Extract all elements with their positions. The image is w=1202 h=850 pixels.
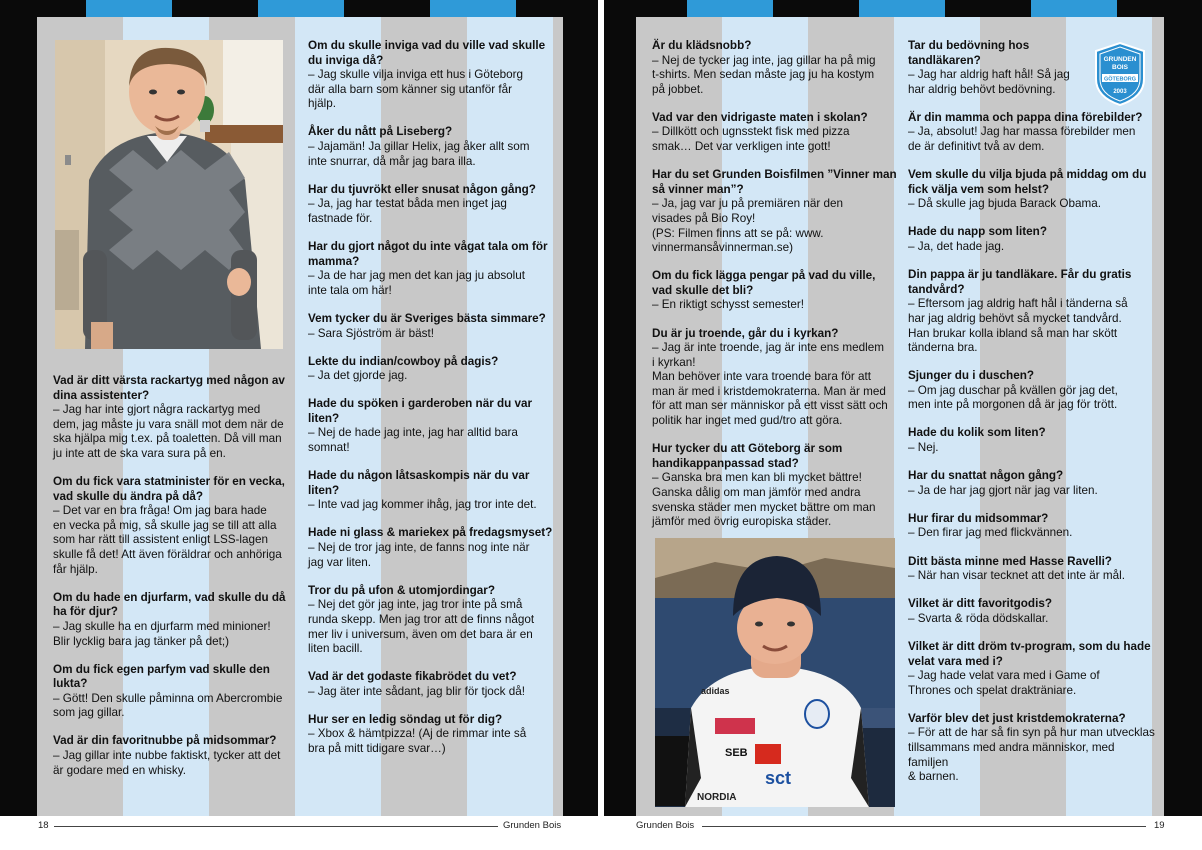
answer: – Xbox & hämtpizza! (Aj de rimmar inte så bra på mitt tidigare svar…) xyxy=(308,727,527,756)
answer: – Inte vad jag kommer ihåg, jag tror inte det. xyxy=(308,498,537,512)
qa-item xyxy=(908,168,1156,212)
question: Om du skulle inviga vad du ville vad skulle du inviga då? xyxy=(308,39,546,67)
page-number: 19 xyxy=(1154,820,1165,831)
qa-item xyxy=(908,225,1156,254)
qa-item xyxy=(908,712,1156,785)
magazine-name: Grunden Bois xyxy=(636,820,695,831)
logo-line3: GÖTEBORG xyxy=(1103,76,1137,83)
question: Vem skulle du vilja bjuda på middag om du fick välja vem som helst? xyxy=(908,168,1147,196)
qa-item xyxy=(908,597,1156,626)
jersey-sponsor-nordia: NORDIA xyxy=(697,792,737,803)
qa-item xyxy=(652,327,897,429)
answer: – Ja, jag har testat båda men inget jag fastnade för. xyxy=(308,197,507,225)
answer: – En riktigt schysst semester! xyxy=(652,298,804,312)
qa-item xyxy=(908,369,1156,413)
question: Om du fick egen parfym vad skulle den lukta? xyxy=(53,662,270,691)
portrait-photo-man-sweater xyxy=(55,40,283,349)
question: Vem tycker du är Sveriges bästa simmare? xyxy=(308,311,546,325)
answer: – Ja de har jag gjort när jag var liten. xyxy=(908,483,1098,497)
qa-item xyxy=(308,469,553,513)
answer: – Nej det gör jag inte, jag tror inte på små runda skepp. Men jag tror att de finns något mer liv i universum, även om det bara är en liten bacill. xyxy=(308,598,535,656)
logo-year: 2003 xyxy=(1113,89,1127,95)
answer: – Nej de tycker jag inte, jag gillar ha på mig t-shirts. Men sedan måste jag ju ha kostym på jobbet. xyxy=(652,53,876,96)
question: Om du fick vara statminister för en vecka, vad skulle du ändra på då? xyxy=(53,475,285,503)
question: Du är ju troende, går du i kyrkan? xyxy=(652,326,839,340)
answer: – Jajamän! Ja gillar Helix, jag åker allt som inte snurrar, då mår jag bara illa. xyxy=(308,140,530,168)
question: Om du hade en djurfarm, vad skulle du då ha för djur? xyxy=(53,590,286,619)
question: Är din mamma och pappa dina förebilder? xyxy=(908,110,1143,124)
question: Hade du någon låtsaskompis när du var liten? xyxy=(308,469,530,497)
logo-line2: BOIS xyxy=(1112,64,1128,71)
qa-item xyxy=(308,584,553,657)
qa-item xyxy=(652,39,897,97)
qa-item xyxy=(908,39,1088,97)
question: Åker du nått på Liseberg? xyxy=(308,125,453,139)
left-content-panel xyxy=(37,17,563,816)
answer: – Nej. xyxy=(908,441,939,455)
qa-item xyxy=(308,39,553,112)
question: Vad är ditt värsta rackartyg med någon av dina assistenter? xyxy=(53,374,285,402)
qa-item xyxy=(308,355,553,384)
question: Har du snattat någon gång? xyxy=(908,469,1064,483)
qa-item xyxy=(308,713,553,757)
left-column-2 xyxy=(308,39,553,770)
question: Sjunger du i duschen? xyxy=(908,369,1034,383)
answer: – Svarta & röda dödskallar. xyxy=(908,611,1049,625)
question: Är du klädsnobb? xyxy=(652,39,752,52)
question: Din pappa är ju tandläkare. Får du gratis tandvård? xyxy=(908,268,1132,296)
qa-item xyxy=(652,269,897,313)
qa-item xyxy=(308,240,553,298)
answer: – Ganska bra men kan bli mycket bättre! Ganska dålig om man jämför med andra svenska städer men mycket bättre om man jämför med övrig europiska städer. xyxy=(652,471,876,529)
question: Lekte du indian/cowboy på dagis? xyxy=(308,354,499,368)
qa-item xyxy=(652,168,897,256)
answer: – Ja det gjorde jag. xyxy=(308,369,408,383)
answer: – Den firar jag med flickvännen. xyxy=(908,526,1073,540)
question: Har du set Grunden Boisfilmen ”Vinner man så vinner man”? xyxy=(652,168,897,196)
answer: – Dillkött och ugnsstekt fisk med pizza smak… Det var verkligen inte gott! xyxy=(652,125,850,154)
logo-line1: GRUNDEN xyxy=(1103,56,1137,63)
question: Hur tycker du att Göteborg är som handikappanpassad stad? xyxy=(652,442,843,470)
answer: – Jag skulle ha en djurfarm med minioner! Blir lycklig bara jag tänker på det;) xyxy=(53,619,271,648)
qa-item xyxy=(53,734,298,778)
qa-item xyxy=(53,591,298,649)
question: Hade ni glass & mariekex på fredagsmyset? xyxy=(308,526,553,540)
question: Hade du napp som liten? xyxy=(908,225,1047,239)
question: Hade du kolik som liten? xyxy=(908,426,1046,440)
question: Har du gjort något du inte vågat tala om för mamma? xyxy=(308,240,548,268)
answer: – Eftersom jag aldrig haft hål i tänderna så har jag aldrig behövt så mycket tandvård. Han brukar kolla ibland så man har skött tänderna bra. xyxy=(908,297,1128,355)
qa-item xyxy=(908,555,1156,584)
right-column-1 xyxy=(652,39,897,543)
qa-item xyxy=(53,475,298,577)
answer: – Jag skulle vilja inviga ett hus i Göteborg där alla barn som känner sig utanför får hjälp. xyxy=(308,68,524,111)
answer: – Jag gillar inte nubbe faktiskt, tycker att det är godare med en whisky. xyxy=(53,749,281,777)
left-footer xyxy=(0,816,601,850)
question: Vilket är ditt dröm tv-program, som du hade velat vara med i? xyxy=(908,639,1151,668)
right-page xyxy=(601,0,1202,850)
question: Tar du bedövning hos tandläkaren? xyxy=(908,39,1030,67)
magazine-name: Grunden Bois xyxy=(503,820,562,831)
qa-item xyxy=(308,526,553,570)
answer: – Gött! Den skulle påminna om Abercrombie som jag gillar. xyxy=(53,691,283,720)
qa-item xyxy=(652,111,897,155)
right-content-panel xyxy=(636,17,1164,816)
answer: – Jag är inte troende, jag är inte ens medlem i kyrkan! Man behöver inte vara troende bara för att man är med i kristdemokraterna. Man är med för att man ser människor på ett visst sätt och politik har inget med gud/tro att göra. xyxy=(652,341,888,428)
grunden-bois-logo xyxy=(1094,41,1146,107)
question: Vad är din favoritnubbe på midsommar? xyxy=(53,734,277,748)
question: Varför blev det just kristdemokraterna? xyxy=(908,711,1126,725)
question: Tror du på ufon & utomjordingar? xyxy=(308,583,495,597)
question: Har du tjuvrökt eller snusat någon gång? xyxy=(308,182,536,196)
qa-item xyxy=(908,512,1156,541)
answer: – Ja, jag var ju på premiären när den visades på Bio Roy! (PS: Filmen finns att se på: www. vinnermansåvinnerman.se) xyxy=(652,197,844,255)
qa-item xyxy=(308,397,553,455)
qa-item xyxy=(908,111,1156,155)
question: Om du fick lägga pengar på vad du ville, vad skulle det bli? xyxy=(652,269,876,297)
question: Vad är det godaste fikabrödet du vet? xyxy=(308,670,517,684)
right-column-2 xyxy=(908,39,1156,798)
answer: – Ja de har jag men det kan jag ju absolut inte tala om här! xyxy=(308,269,526,297)
answer: – Ja, absolut! Jag har massa förebilder men de är definitivt två av dem. xyxy=(908,125,1136,154)
answer: – Jag äter inte sådant, jag blir för tjock då! xyxy=(308,684,525,698)
jersey-brand-text: adidas xyxy=(701,686,730,696)
answer: – Jag hade velat vara med i Game of Thrones och spelat drakträniare. xyxy=(908,669,1100,697)
jersey-sponsor-sct: sct xyxy=(765,768,792,788)
qa-item xyxy=(308,125,553,169)
answer: – Jag har aldrig haft hål! Så jag har aldrig behövt bedövning. xyxy=(908,68,1070,96)
qa-item xyxy=(908,426,1156,455)
center-gutter xyxy=(598,0,604,850)
left-column-1 xyxy=(53,374,298,792)
question: Ditt bästa minne med Hasse Ravelli? xyxy=(908,554,1112,568)
answer: – Jag har inte gjort några rackartyg med dem, jag måste ju vara snäll mot dem när de ska hjälpa mig t.ex. på toaletten. Då vill man ju inte att de ska vara sura på en. xyxy=(53,403,284,460)
answer: – Sara Sjöström är bäst! xyxy=(308,326,435,340)
answer: – Det var en bra fråga! Om jag bara hade en vecka på mig, så skulle jag se till att alla som har rätt till assistent enligt LSS-lagen skulle få det! Att även föräldrar och anhöriga får hjälp. xyxy=(53,504,282,576)
question: Hade du spöken i garderoben när du var liten? xyxy=(308,397,533,425)
photo-man-football-jersey xyxy=(655,538,895,807)
question: Hur firar du midsommar? xyxy=(908,511,1049,525)
question: Vad var den vidrigaste maten i skolan? xyxy=(652,110,868,124)
answer: – Nej de hade jag inte, jag har alltid bara somnat! xyxy=(308,426,518,455)
qa-item xyxy=(53,663,298,721)
footer-rule xyxy=(702,826,1146,827)
answer: – Nej de tror jag inte, de fanns nog inte när jag var liten. xyxy=(308,541,530,569)
jersey-sponsor-seb: SEB xyxy=(725,747,748,759)
qa-item xyxy=(908,469,1156,498)
answer: – Om jag duschar på kvällen gör jag det, men inte på morgonen då är jag för trött. xyxy=(908,383,1118,412)
question: Vilket är ditt favoritgodis? xyxy=(908,597,1052,611)
answer: – Då skulle jag bjuda Barack Obama. xyxy=(908,197,1101,211)
qa-item xyxy=(908,268,1156,356)
footer-rule xyxy=(54,826,498,827)
answer: – För att de har så fin syn på hur man utvecklas tillsammans med andra människor, med familjen & barnen. xyxy=(908,726,1155,784)
qa-item xyxy=(308,183,553,227)
right-footer xyxy=(601,816,1202,850)
qa-item xyxy=(908,640,1156,698)
answer: – Ja, det hade jag. xyxy=(908,240,1005,254)
qa-item xyxy=(308,670,553,699)
answer: – När han visar tecknet att det inte är mål. xyxy=(908,569,1125,583)
page-number: 18 xyxy=(38,820,49,831)
qa-item xyxy=(652,442,897,530)
qa-item xyxy=(53,374,298,462)
question: Hur ser en ledig söndag ut för dig? xyxy=(308,712,503,726)
qa-item xyxy=(308,312,553,341)
